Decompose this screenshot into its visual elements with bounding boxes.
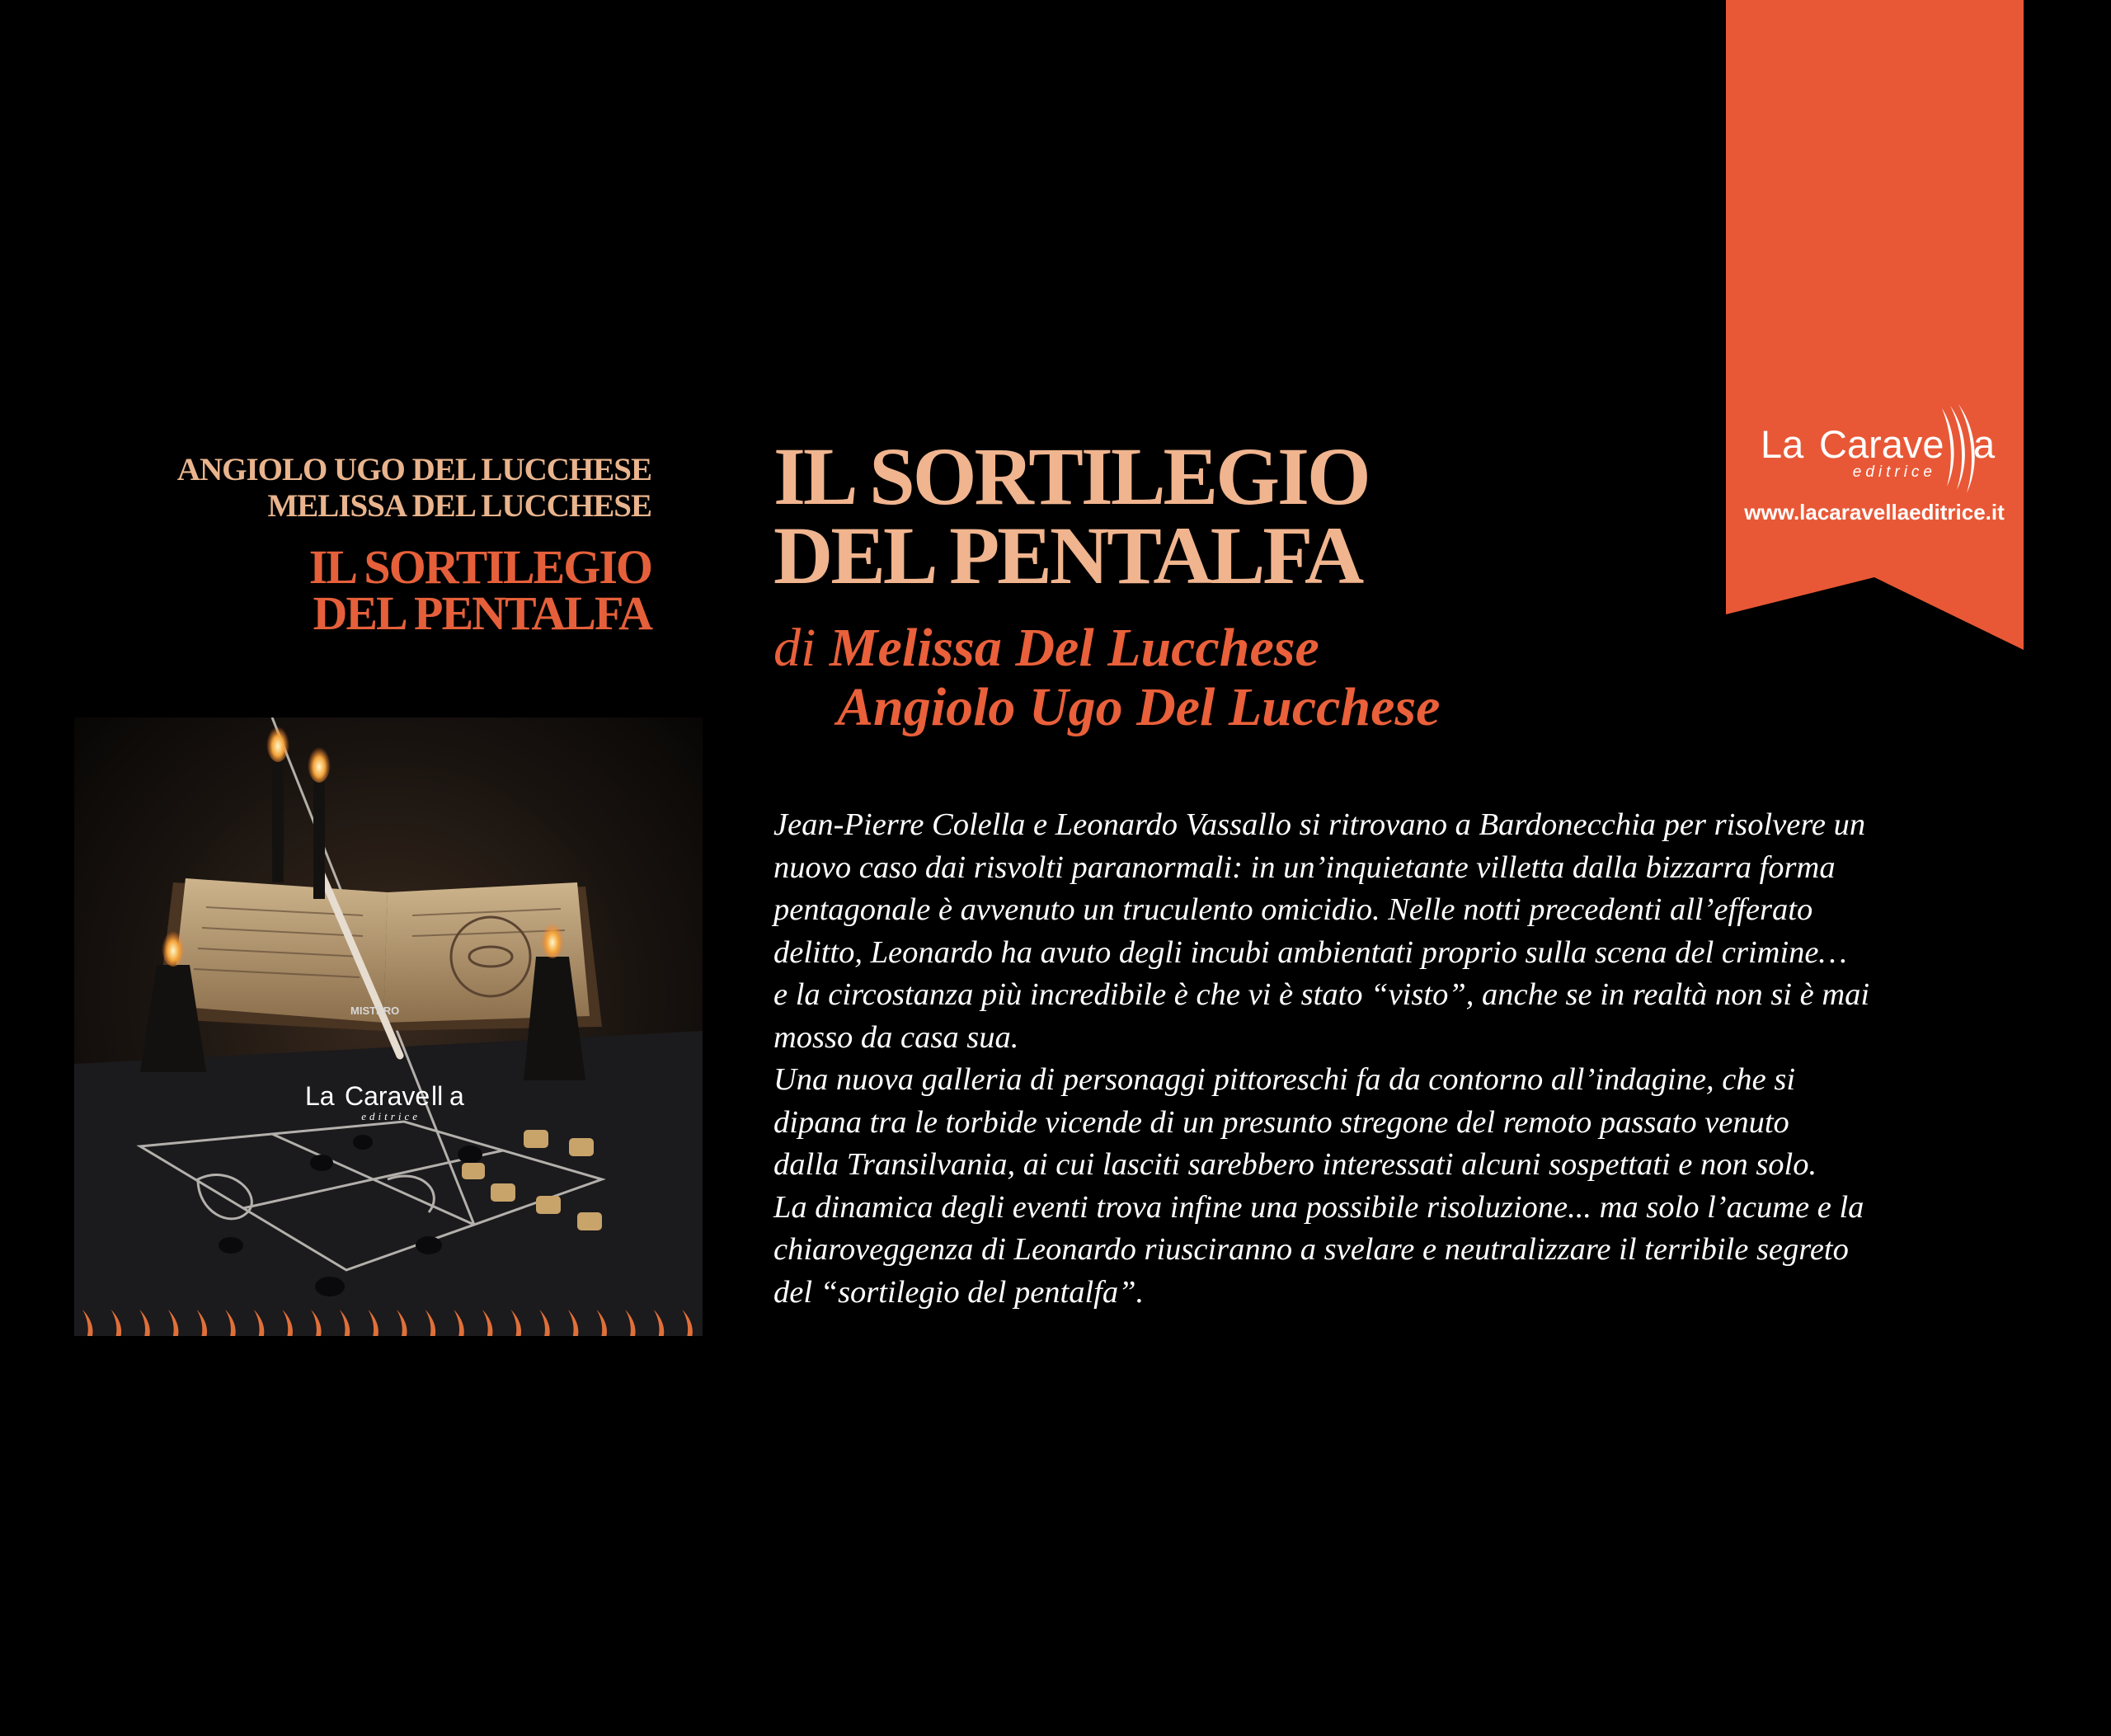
ribbon-shape bbox=[1726, 0, 2024, 652]
book-title-line-1: IL SORTILEGIO bbox=[773, 430, 1369, 522]
cover-logo-la: La bbox=[305, 1081, 335, 1111]
byline-author-1: Melissa Del Lucchese bbox=[829, 618, 1319, 678]
book-title-line-2: DEL PENTALFA bbox=[773, 510, 1362, 601]
book-title bbox=[773, 430, 1763, 601]
cover-title-line-1: IL SORTILEGIO bbox=[308, 540, 651, 594]
logo-word-la: La bbox=[1761, 422, 1804, 466]
table-surface bbox=[74, 1031, 703, 1336]
cover-logo-carave: Carave bbox=[345, 1081, 430, 1111]
book-cover bbox=[74, 429, 703, 1336]
logo-subtitle: editrice bbox=[1852, 463, 1936, 481]
cover-genre: MISTERO bbox=[350, 1004, 400, 1017]
synopsis-paragraph-3: La dinamica degli eventi trova infine una possibile risoluzione... ma solo l’acume e la chiaroveggenza di Leonardo riusciranno a svelare e neutralizzare il terribile segreto del “sortilegio del pentalfa”. bbox=[773, 1189, 1864, 1310]
cover-authors bbox=[177, 452, 651, 525]
synopsis-paragraph-1: Jean-Pierre Colella e Leonardo Vassallo si ritrovano a Bardonecchia per risolvere un nuovo caso dai risvolti paranormali: in un’inquietante villetta dalla bizzarra forma pentagonale è avvenuto un truculento omicidio. Nelle notti precedenti all’efferato delitto, Leonardo ha avuto degli incubi ambientati proprio sulla scena del crimine… e la circostanza più incredibile è che vi è stato “visto”, anche se in realtà non si è mai mosso da casa sua. bbox=[773, 807, 1870, 1055]
cover-logo-subtitle: editrice bbox=[361, 1110, 421, 1122]
logo-letter-a: a bbox=[1973, 422, 1996, 466]
cover-title bbox=[308, 540, 651, 640]
logo-word-carave: Carave bbox=[1819, 422, 1944, 466]
cover-title-line-2: DEL PENTALFA bbox=[313, 586, 651, 640]
publisher-ribbon bbox=[1726, 0, 2024, 652]
cover-logo-a: a bbox=[449, 1081, 464, 1111]
synopsis-paragraph-2: Una nuova galleria di personaggi pittoreschi fa da contorno all’indagine, che si dipana tra le torbide vicende di un presunto stregone del remoto passato venuto dalla Transilvania, ai cui lasciti sarebbero interessati alcuni sospettati e non solo. bbox=[773, 1062, 1817, 1182]
cover-logo-ll: ll bbox=[431, 1081, 444, 1111]
byline-prefix: di bbox=[773, 618, 816, 678]
author-byline bbox=[773, 619, 1845, 737]
book-synopsis bbox=[773, 804, 2019, 1314]
cover-illustration bbox=[74, 717, 703, 1336]
byline-author-2: Angiolo Ugo Del Lucchese bbox=[837, 677, 1441, 737]
cover-author-2: MELISSA DEL LUCCHESE bbox=[267, 488, 651, 524]
publisher-website[interactable]: www.lacaravellaeditrice.it bbox=[1744, 500, 2005, 525]
cover-author-1: ANGIOLO UGO DEL LUCCHESE bbox=[176, 452, 651, 487]
